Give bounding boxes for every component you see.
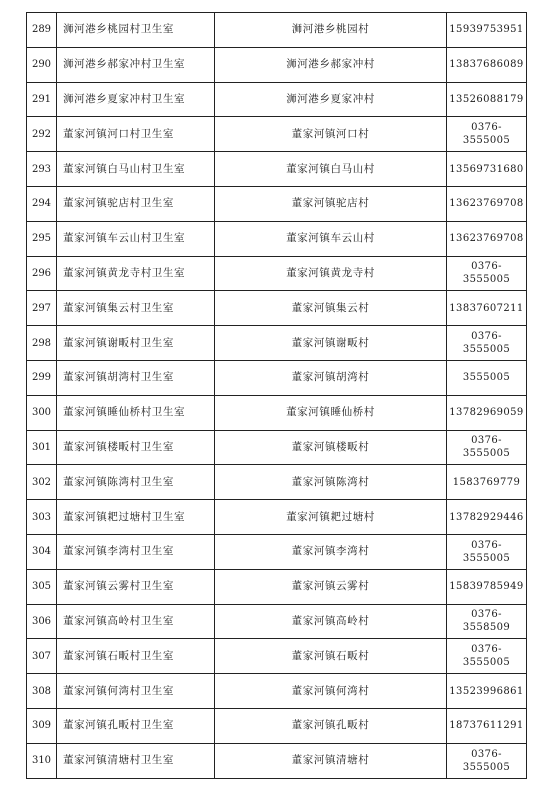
clinic-name-cell: 董家河镇河口村卫生室 bbox=[57, 117, 215, 152]
clinic-name-cell: 董家河镇黄龙寺村卫生室 bbox=[57, 256, 215, 291]
table-row bbox=[27, 186, 527, 221]
table-row bbox=[27, 500, 527, 535]
row-number-cell: 293 bbox=[27, 152, 57, 187]
clinic-name-cell: 董家河镇耙过塘村卫生室 bbox=[57, 500, 215, 535]
table-row bbox=[27, 221, 527, 256]
row-number-cell: 294 bbox=[27, 186, 57, 221]
phone-cell: 0376-3555005 bbox=[447, 117, 527, 152]
phone-cell: 13569731680 bbox=[447, 152, 527, 187]
address-cell: 董家河镇何湾村 bbox=[215, 674, 447, 709]
address-cell: 董家河镇谢畈村 bbox=[215, 326, 447, 361]
clinic-name-cell: 董家河镇孔畈村卫生室 bbox=[57, 708, 215, 743]
address-cell: 董家河镇车云山村 bbox=[215, 221, 447, 256]
phone-cell: 13523996861 bbox=[447, 674, 527, 709]
address-cell: 董家河镇云雾村 bbox=[215, 569, 447, 604]
document-page bbox=[26, 12, 526, 779]
address-cell: 董家河镇楼畈村 bbox=[215, 430, 447, 465]
clinic-name-cell: 董家河镇何湾村卫生室 bbox=[57, 674, 215, 709]
address-cell: 董家河镇李湾村 bbox=[215, 534, 447, 569]
table-row bbox=[27, 13, 527, 48]
row-number-cell: 300 bbox=[27, 395, 57, 430]
address-cell: 董家河镇河口村 bbox=[215, 117, 447, 152]
phone-cell: 13782969059 bbox=[447, 395, 527, 430]
address-cell: 董家河镇白马山村 bbox=[215, 152, 447, 187]
address-cell: 董家河镇高岭村 bbox=[215, 604, 447, 639]
clinic-name-cell: 董家河镇高岭村卫生室 bbox=[57, 604, 215, 639]
clinic-name-cell: 董家河镇李湾村卫生室 bbox=[57, 534, 215, 569]
address-cell: 董家河镇驼店村 bbox=[215, 186, 447, 221]
row-number-cell: 302 bbox=[27, 465, 57, 500]
phone-cell: 3555005 bbox=[447, 360, 527, 395]
phone-cell: 15939753951 bbox=[447, 13, 527, 48]
table-row bbox=[27, 430, 527, 465]
clinic-name-cell: 董家河镇胡湾村卫生室 bbox=[57, 360, 215, 395]
row-number-cell: 304 bbox=[27, 534, 57, 569]
clinic-name-cell: 董家河镇清塘村卫生室 bbox=[57, 743, 215, 778]
clinic-name-cell: 董家河镇驼店村卫生室 bbox=[57, 186, 215, 221]
phone-cell: 0376-3555005 bbox=[447, 326, 527, 361]
table-row bbox=[27, 743, 527, 778]
table-row bbox=[27, 569, 527, 604]
phone-cell: 0376-3555005 bbox=[447, 743, 527, 778]
address-cell: 董家河镇清塘村 bbox=[215, 743, 447, 778]
row-number-cell: 301 bbox=[27, 430, 57, 465]
row-number-cell: 297 bbox=[27, 291, 57, 326]
row-number-cell: 296 bbox=[27, 256, 57, 291]
table-row bbox=[27, 708, 527, 743]
phone-cell: 13526088179 bbox=[447, 82, 527, 117]
row-number-cell: 306 bbox=[27, 604, 57, 639]
address-cell: 浉河港乡郝家冲村 bbox=[215, 47, 447, 82]
clinic-name-cell: 董家河镇石畈村卫生室 bbox=[57, 639, 215, 674]
row-number-cell: 308 bbox=[27, 674, 57, 709]
address-cell: 浉河港乡夏家冲村 bbox=[215, 82, 447, 117]
table-row bbox=[27, 82, 527, 117]
clinic-name-cell: 董家河镇车云山村卫生室 bbox=[57, 221, 215, 256]
phone-cell: 0376-3555005 bbox=[447, 534, 527, 569]
row-number-cell: 310 bbox=[27, 743, 57, 778]
table-row bbox=[27, 47, 527, 82]
clinic-name-cell: 董家河镇睡仙桥村卫生室 bbox=[57, 395, 215, 430]
row-number-cell: 307 bbox=[27, 639, 57, 674]
phone-cell: 13837686089 bbox=[447, 47, 527, 82]
table-row bbox=[27, 326, 527, 361]
address-cell: 董家河镇黄龙寺村 bbox=[215, 256, 447, 291]
address-cell: 董家河镇陈湾村 bbox=[215, 465, 447, 500]
phone-cell: 13623769708 bbox=[447, 221, 527, 256]
address-cell: 浉河港乡桃园村 bbox=[215, 13, 447, 48]
row-number-cell: 303 bbox=[27, 500, 57, 535]
table-row bbox=[27, 674, 527, 709]
table-row bbox=[27, 152, 527, 187]
table-row bbox=[27, 117, 527, 152]
address-cell: 董家河镇耙过塘村 bbox=[215, 500, 447, 535]
table-row bbox=[27, 256, 527, 291]
row-number-cell: 295 bbox=[27, 221, 57, 256]
phone-cell: 0376-3555005 bbox=[447, 639, 527, 674]
clinic-table bbox=[26, 12, 527, 779]
address-cell: 董家河镇孔畈村 bbox=[215, 708, 447, 743]
clinic-table-body bbox=[27, 13, 527, 779]
phone-cell: 0376-3555005 bbox=[447, 430, 527, 465]
clinic-name-cell: 董家河镇楼畈村卫生室 bbox=[57, 430, 215, 465]
clinic-name-cell: 浉河港乡夏家冲村卫生室 bbox=[57, 82, 215, 117]
address-cell: 董家河镇睡仙桥村 bbox=[215, 395, 447, 430]
address-cell: 董家河镇集云村 bbox=[215, 291, 447, 326]
row-number-cell: 305 bbox=[27, 569, 57, 604]
clinic-name-cell: 董家河镇谢畈村卫生室 bbox=[57, 326, 215, 361]
clinic-name-cell: 董家河镇集云村卫生室 bbox=[57, 291, 215, 326]
clinic-name-cell: 董家河镇陈湾村卫生室 bbox=[57, 465, 215, 500]
clinic-name-cell: 董家河镇白马山村卫生室 bbox=[57, 152, 215, 187]
table-row bbox=[27, 465, 527, 500]
phone-cell: 0376-3555005 bbox=[447, 256, 527, 291]
phone-cell: 13782929446 bbox=[447, 500, 527, 535]
table-row bbox=[27, 360, 527, 395]
table-row bbox=[27, 291, 527, 326]
address-cell: 董家河镇胡湾村 bbox=[215, 360, 447, 395]
phone-cell: 15839785949 bbox=[447, 569, 527, 604]
row-number-cell: 291 bbox=[27, 82, 57, 117]
phone-cell: 1583769779 bbox=[447, 465, 527, 500]
clinic-name-cell: 董家河镇云雾村卫生室 bbox=[57, 569, 215, 604]
clinic-name-cell: 浉河港乡桃园村卫生室 bbox=[57, 13, 215, 48]
phone-cell: 0376-3558509 bbox=[447, 604, 527, 639]
clinic-name-cell: 浉河港乡郝家冲村卫生室 bbox=[57, 47, 215, 82]
phone-cell: 18737611291 bbox=[447, 708, 527, 743]
phone-cell: 13623769708 bbox=[447, 186, 527, 221]
table-row bbox=[27, 639, 527, 674]
row-number-cell: 290 bbox=[27, 47, 57, 82]
row-number-cell: 298 bbox=[27, 326, 57, 361]
address-cell: 董家河镇石畈村 bbox=[215, 639, 447, 674]
row-number-cell: 292 bbox=[27, 117, 57, 152]
phone-cell: 13837607211 bbox=[447, 291, 527, 326]
table-row bbox=[27, 604, 527, 639]
row-number-cell: 289 bbox=[27, 13, 57, 48]
table-row bbox=[27, 395, 527, 430]
row-number-cell: 299 bbox=[27, 360, 57, 395]
table-row bbox=[27, 534, 527, 569]
row-number-cell: 309 bbox=[27, 708, 57, 743]
